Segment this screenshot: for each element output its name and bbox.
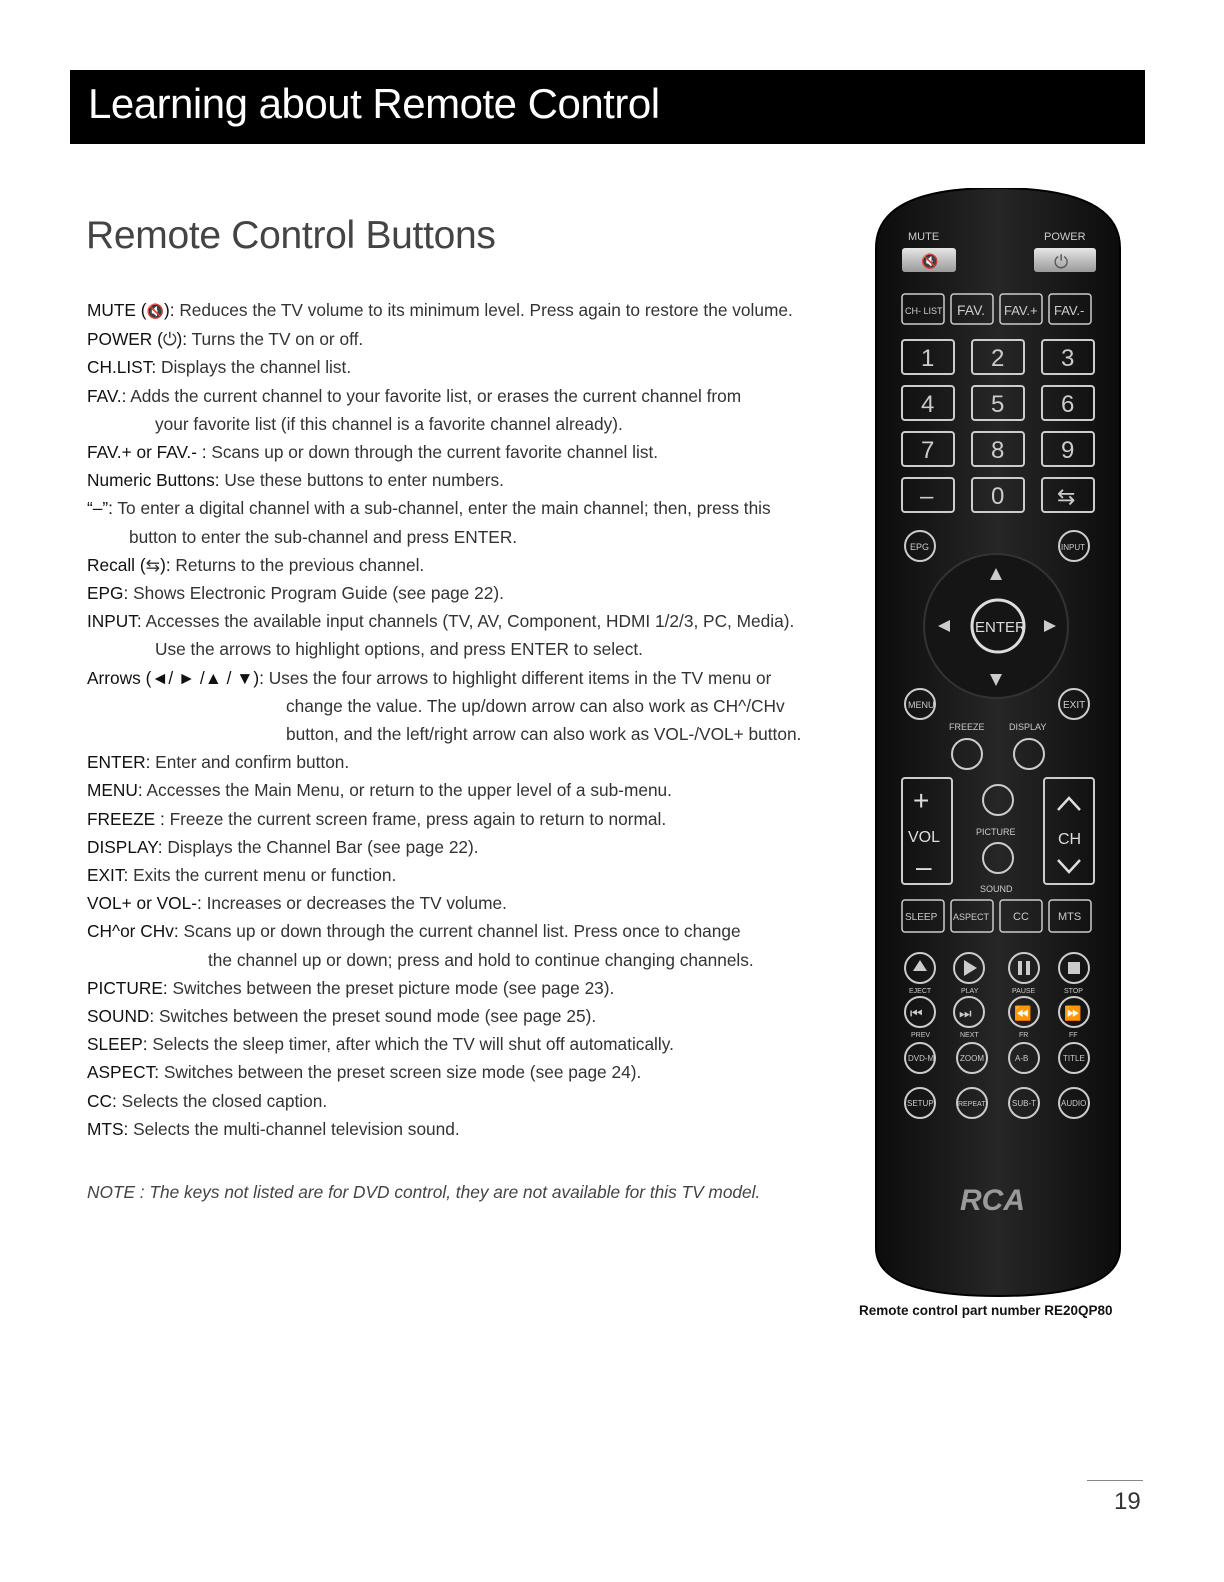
desc-mts: MTS: Selects the multi-channel television sound. (87, 1118, 460, 1139)
desc-dash-cont: button to enter the sub-channel and press ENTER. (129, 526, 518, 547)
remote-brand-logo: RCA (960, 1184, 1025, 1217)
remote-favplus-label: FAV.+ (1004, 303, 1038, 318)
desc-aspect: ASPECT: Switches between the preset screen size mode (see page 24). (87, 1062, 642, 1083)
remote-sleep-label: SLEEP (905, 912, 938, 923)
desc-ch: CH^or CHv: Scans up or down through the current channel list. Press once to change (87, 921, 741, 942)
remote-number-label: 0 (991, 483, 1005, 510)
remote-subt-label: SUB-T (1012, 1099, 1036, 1108)
remote-number-label: 4 (921, 391, 935, 418)
remote-mts-label: MTS (1058, 911, 1082, 923)
desc-arrows: Arrows (◄/ ► /▲ / ▼): Uses the four arrows to highlight different items in the TV menu or (87, 667, 772, 688)
remote-title-label: TITLE (1063, 1054, 1085, 1063)
desc-input: INPUT: Accesses the available input channels (TV, AV, Component, HDMI 1/2/3, PC, Media). (87, 611, 795, 632)
desc-vol: VOL+ or VOL-: Increases or decreases the TV volume. (87, 893, 507, 914)
remote-mute-icon: 🔇 (921, 253, 939, 269)
remote-power-icon: ⏻ (1054, 252, 1069, 272)
remote-power-label: POWER (1044, 231, 1086, 243)
pause-icon (1026, 961, 1030, 975)
power-icon: ⏻ (162, 329, 177, 350)
remote-play-label: PLAY (961, 988, 979, 995)
note-text: NOTE : The keys not listed are for DVD control, they are not available for this TV model. (87, 1182, 761, 1202)
rewind-icon: ⏪ (1014, 1005, 1032, 1021)
pause-icon (1018, 961, 1022, 975)
remote-recall-icon: ⇆ (1057, 484, 1076, 509)
remote-enter-label: ENTER (975, 619, 1026, 636)
desc-fav-updown: FAV.+ or FAV.- : Scans up or down through the current favorite channel list. (87, 442, 659, 463)
remote-eject-label: EJECT (909, 988, 932, 995)
remote-chlist-label: CH- LIST (905, 306, 943, 316)
desc-ch-cont: the channel up or down; press and hold to continue changing channels. (208, 949, 754, 970)
remote-setup-label: SETUP (907, 1099, 934, 1108)
page-rule (1087, 1480, 1143, 1481)
desc-fav: FAV.: Adds the current channel to your favorite list, or erases the current channel from (87, 385, 742, 406)
button-descriptions (87, 296, 867, 1143)
remote-repeat-label: REPEAT (958, 1101, 986, 1108)
desc-numeric: Numeric Buttons: Use these buttons to enter numbers. (87, 470, 504, 491)
desc-sleep: SLEEP: Selects the sleep timer, after which the TV will shut off automatically. (87, 1034, 674, 1055)
desc-power: POWER (⏻): Turns the TV on or off. (87, 329, 364, 350)
desc-display: DISPLAY: Displays the Channel Bar (see page 22). (87, 836, 479, 857)
fast-forward-icon: ⏩ (1064, 1005, 1082, 1021)
remote-number-label: 6 (1061, 391, 1075, 418)
remote-aspect-label: ASPECT (953, 912, 990, 922)
remote-vol-down-icon[interactable]: – (916, 851, 932, 882)
remote-input-label: INPUT (1061, 543, 1085, 552)
remote-favminus-label: FAV.- (1054, 303, 1085, 318)
remote-caption: Remote control part number RE20QP80 (859, 1303, 1113, 1318)
remote-dvdm-label: DVD-M (908, 1054, 935, 1063)
desc-chlist: CH.LIST: Displays the channel list. (87, 357, 352, 378)
remote-number-label: – (920, 483, 934, 510)
remote-exit-label: EXIT (1063, 700, 1086, 711)
remote-epg-label: EPG (910, 542, 930, 552)
remote-number-label: 8 (991, 437, 1005, 464)
remote-illustration (868, 188, 1128, 1303)
desc-arrows-cont2: button, and the left/right arrow can also work as VOL-/VOL+ button. (286, 724, 802, 745)
desc-picture: PICTURE: Switches between the preset picture mode (see page 23). (87, 977, 615, 998)
desc-dash: “–”: To enter a digital channel with a sub-channel, enter the main channel; then, press this (87, 498, 771, 519)
remote-audio-label: AUDIO (1061, 1099, 1087, 1108)
remote-vol-label: VOL (908, 829, 941, 846)
remote-menu-label: MENU (908, 700, 935, 710)
desc-sound: SOUND: Switches between the preset sound mode (see page 25). (87, 1006, 597, 1027)
remote-pause-label: PAUSE (1012, 988, 1036, 995)
remote-number-label: 9 (1061, 437, 1075, 464)
header-bar (70, 70, 1145, 144)
desc-fav-cont: your favorite list (if this channel is a favorite channel already). (155, 413, 623, 434)
desc-enter: ENTER: Enter and confirm button. (87, 752, 350, 773)
desc-arrows-cont: change the value. The up/down arrow can also work as CH^/CHv (286, 695, 785, 716)
mute-icon: 🔇 (146, 303, 164, 319)
remote-vol-up-icon[interactable]: + (913, 785, 930, 816)
remote-ff-label: FF (1069, 1032, 1078, 1039)
remote-number-label: 1 (921, 345, 935, 372)
remote-number-label: 7 (921, 437, 935, 464)
remote-fav-label: FAV. (957, 302, 986, 318)
remote-prev-label: PREV (911, 1032, 931, 1039)
remote-ch-label: CH (1058, 831, 1082, 848)
remote-display-label: DISPLAY (1009, 722, 1047, 732)
next-icon: ⏭ (959, 1005, 972, 1021)
recall-icon: ⇆ (145, 554, 161, 575)
desc-recall: Recall (⇆): Returns to the previous channel. (87, 554, 425, 575)
page-number: 19 (1114, 1488, 1141, 1515)
remote-number-label: 3 (1061, 345, 1075, 372)
remote-number-label: 2 (991, 345, 1005, 372)
remote-stop-label: STOP (1064, 988, 1083, 995)
remote-picture-label: PICTURE (976, 827, 1016, 837)
remote-sound-label: SOUND (980, 884, 1013, 894)
remote-number-label: 5 (991, 391, 1005, 418)
remote-mute-label: MUTE (908, 231, 940, 243)
remote-fr-label: FR (1019, 1032, 1029, 1039)
prev-icon: ⏮ (910, 1005, 923, 1021)
remote-ab-label: A-B (1015, 1054, 1029, 1063)
remote-next-label: NEXT (960, 1032, 979, 1039)
desc-exit: EXIT: Exits the current menu or function. (87, 865, 397, 886)
desc-input-cont: Use the arrows to highlight options, and press ENTER to select. (155, 639, 643, 660)
section-title: Remote Control Buttons (86, 214, 496, 257)
desc-menu: MENU: Accesses the Main Menu, or return to the upper level of a sub-menu. (87, 780, 672, 801)
page-header-title: Learning about Remote Control (88, 80, 660, 127)
desc-epg: EPG: Shows Electronic Program Guide (see page 22). (87, 583, 504, 604)
stop-icon (1068, 962, 1080, 974)
remote-zoom-label: ZOOM (960, 1054, 984, 1063)
remote-cc-label: CC (1013, 911, 1029, 923)
desc-cc: CC: Selects the closed caption. (87, 1090, 328, 1111)
remote-freeze-label: FREEZE (949, 722, 985, 732)
desc-mute: MUTE (🔇): Reduces the TV volume to its minimum level. Press again to restore the volume. (87, 300, 793, 320)
desc-freeze: FREEZE : Freeze the current screen frame, press again to return to normal. (87, 808, 667, 829)
